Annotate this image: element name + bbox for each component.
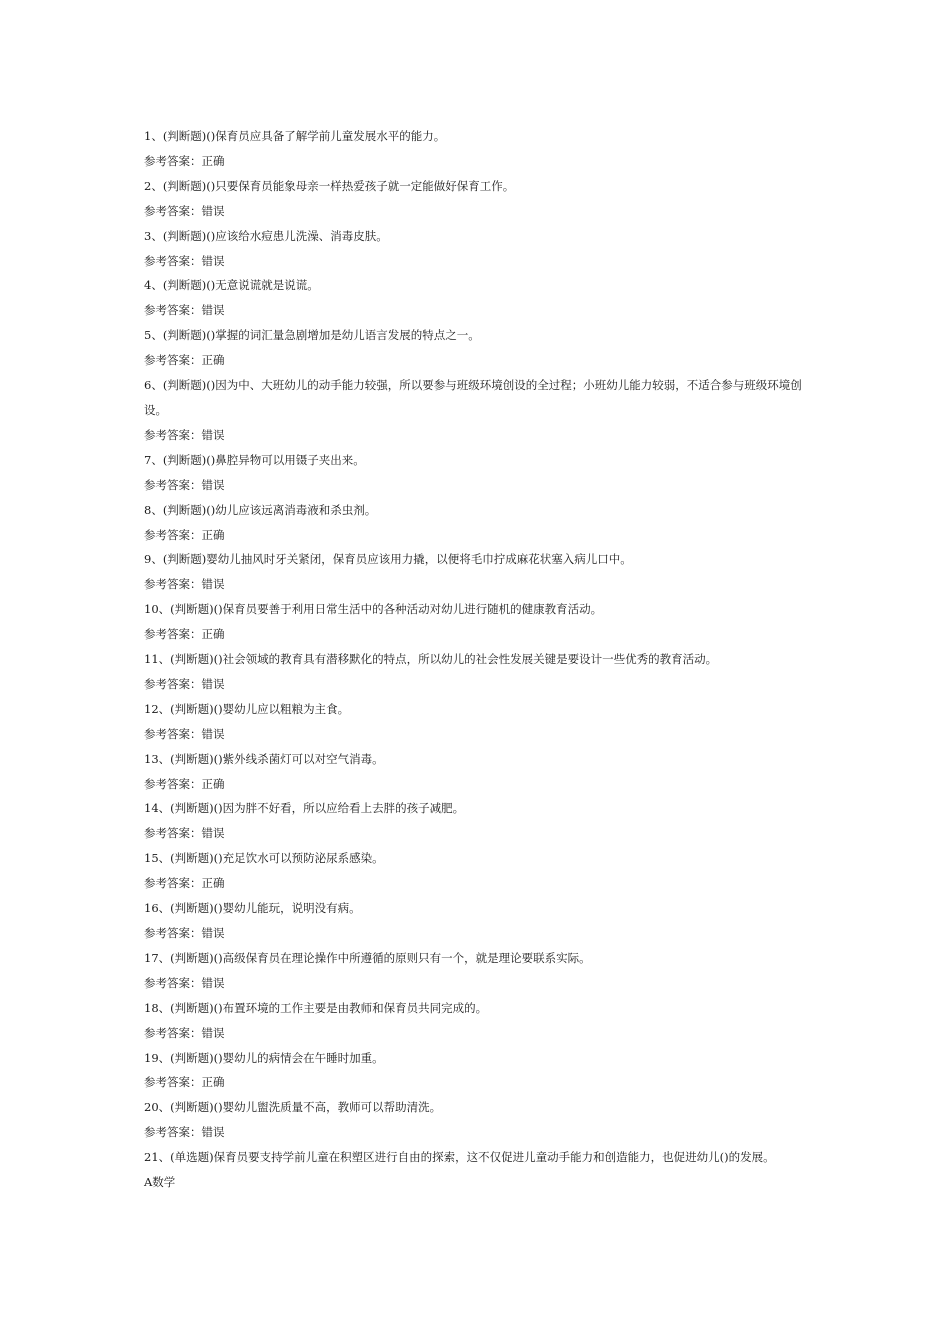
answer-19: 参考答案：正确 (144, 1075, 225, 1090)
answer-1: 参考答案：正确 (144, 153, 225, 168)
question-16: 16、(判断题)()婴幼儿能玩，说明没有病。 (144, 901, 361, 916)
answer-4: 参考答案：错误 (144, 303, 225, 318)
answer-12: 参考答案：错误 (144, 726, 225, 741)
question-3: 3、(判断题)()应该给水痘患儿洗澡、消毒皮肤。 (144, 228, 388, 243)
question-9: 9、(判断题)婴幼儿抽风时牙关紧闭，保育员应该用力撬，以便将毛巾拧成麻花状塞入病儿口中。 (144, 552, 632, 567)
question-17: 17、(判断题)()高级保育员在理论操作中所遵循的原则只有一个，就是理论要联系实际。 (144, 950, 591, 965)
answer-17: 参考答案：错误 (144, 975, 225, 990)
document-page (144, 124, 814, 1195)
answer-2: 参考答案：错误 (144, 203, 225, 218)
question-20: 20、(判断题)()婴幼儿盥洗质量不高，教师可以帮助清洗。 (144, 1100, 442, 1115)
question-15: 15、(判断题)()充足饮水可以预防泌尿系感染。 (144, 851, 384, 866)
answer-7: 参考答案：错误 (144, 477, 225, 492)
question-2: 2、(判断题)()只要保育员能象母亲一样热爱孩子就一定能做好保育工作。 (144, 178, 515, 193)
answer-10: 参考答案：正确 (144, 627, 225, 642)
question-10: 10、(判断题)()保育员要善于利用日常生活中的各种活动对幼儿进行随机的健康教育活动。 (144, 602, 603, 617)
question-12: 12、(判断题)()婴幼儿应以粗粮为主食。 (144, 701, 350, 716)
answer-16: 参考答案：错误 (144, 926, 225, 940)
answer-18: 参考答案：错误 (144, 1025, 225, 1040)
answer-11: 参考答案：错误 (144, 676, 225, 691)
question-6: 6、(判断题)()因为中、大班幼儿的动手能力较强，所以要参与班级环境创设的全过程；小班幼儿能力较弱，不适合参与班级环境创设。 (144, 378, 802, 417)
question-19: 19、(判断题)()婴幼儿的病情会在午睡时加重。 (144, 1050, 384, 1065)
answer-15: 参考答案：正确 (144, 876, 225, 891)
question-13: 13、(判断题)()紫外线杀菌灯可以对空气消毒。 (144, 751, 384, 766)
question-18: 18、(判断题)()布置环境的工作主要是由教师和保育员共同完成的。 (144, 1000, 488, 1015)
question-11: 11、(判断题)()社会领域的教育具有潜移默化的特点，所以幼儿的社会性发展关键是要设计一些优秀的教育活动。 (144, 652, 718, 667)
question-14: 14、(判断题)()因为胖不好看，所以应给看上去胖的孩子减肥。 (144, 801, 465, 816)
answer-14: 参考答案：错误 (144, 826, 225, 841)
answer-13: 参考答案：正确 (144, 776, 225, 791)
answer-8: 参考答案：正确 (144, 527, 225, 542)
question-1: 1、(判断题)()保育员应具备了解学前儿童发展水平的能力。 (144, 129, 446, 143)
question-7: 7、(判断题)()鼻腔异物可以用镊子夹出来。 (144, 452, 365, 467)
option-a: A数学 (144, 1175, 176, 1190)
question-4: 4、(判断题)()无意说谎就是说谎。 (144, 278, 319, 293)
answer-9: 参考答案：错误 (144, 577, 225, 592)
answer-6: 参考答案：错误 (144, 427, 225, 442)
question-5: 5、(判断题)()掌握的词汇量急剧增加是幼儿语言发展的特点之一。 (144, 328, 480, 343)
question-list (144, 124, 814, 1195)
answer-5: 参考答案：正确 (144, 353, 225, 368)
answer-3: 参考答案：错误 (144, 253, 225, 268)
answer-20: 参考答案：错误 (144, 1125, 225, 1140)
question-8: 8、(判断题)()幼儿应该远离消毒液和杀虫剂。 (144, 502, 377, 517)
question-21: 21、(单选题)保育员要支持学前儿童在积塑区进行自由的探索，这不仅促进儿童动手能力和创造能力，也促进幼儿()的发展。 (144, 1150, 775, 1165)
